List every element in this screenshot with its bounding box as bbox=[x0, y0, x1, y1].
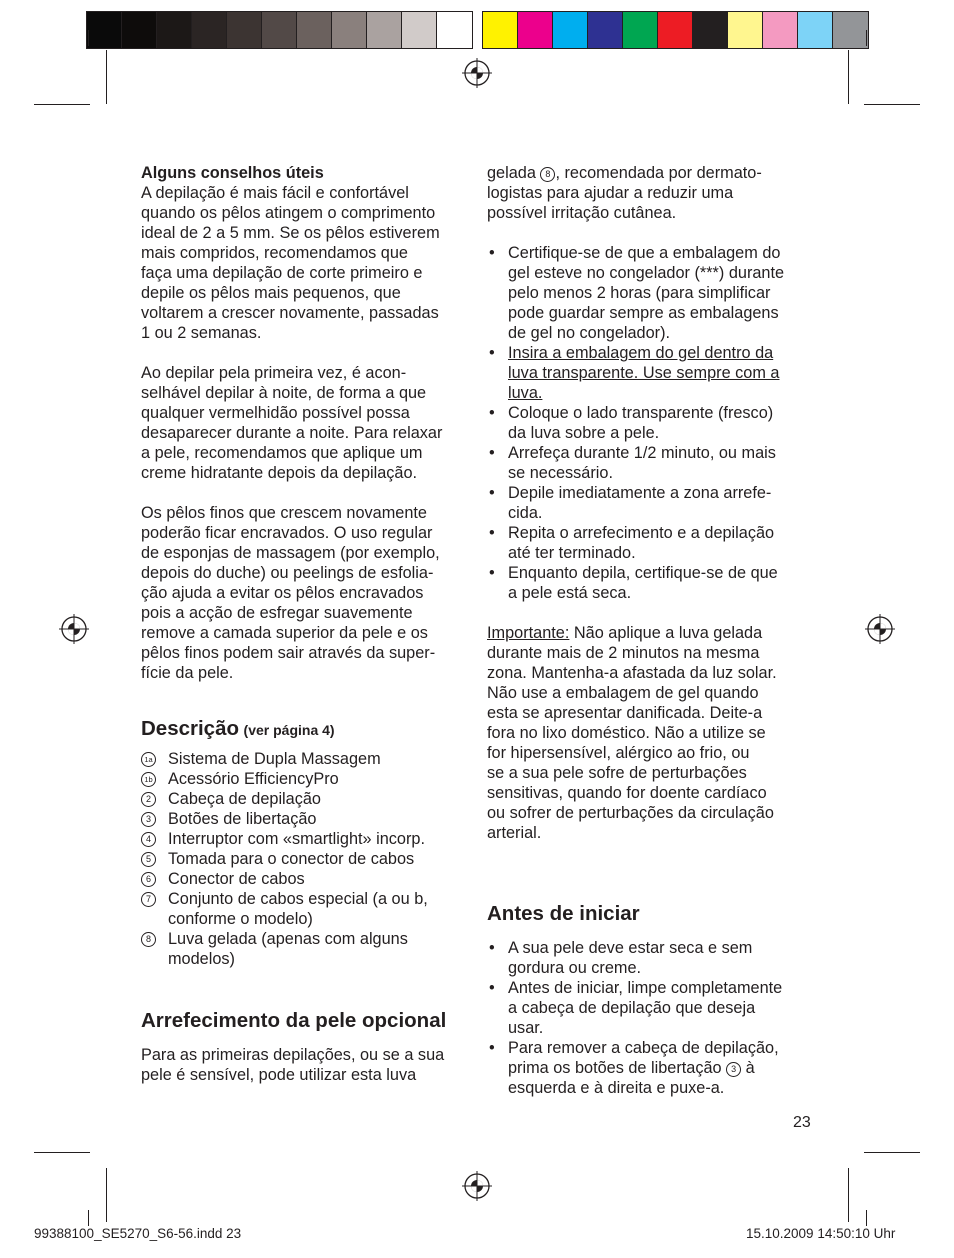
list-item: • Arrefeça durante 1/2 minuto, ou mais se necessário. bbox=[487, 443, 817, 483]
footer-file-info: 99388100_SE5270_S6-56.indd 23 bbox=[34, 1226, 242, 1241]
crop-mark bbox=[866, 30, 867, 46]
color-swatch bbox=[122, 12, 157, 48]
important-label: Importante: bbox=[487, 624, 570, 642]
crop-mark bbox=[34, 1152, 90, 1153]
color-swatch bbox=[693, 12, 728, 48]
list-item: 7 Conjunto de cabos especial (a ou b, conforme o modelo) bbox=[141, 889, 471, 929]
color-swatch bbox=[588, 12, 623, 48]
list-item: • Coloque o lado transparente (fresco) da luva sobre a pele. bbox=[487, 403, 817, 443]
list-item: • Certifique-se de que a embalagem do gel esteve no congelador (***) durante pelo menos 2 horas (para simplificar pode guardar sempre as embalagens de gel no congelador). bbox=[487, 243, 817, 343]
list-item: • Depile imediatamente a zona arrefe- cida. bbox=[487, 483, 817, 523]
crop-mark bbox=[34, 104, 90, 105]
crop-mark bbox=[848, 1168, 849, 1222]
crop-mark bbox=[106, 1168, 107, 1222]
list-item: 8 Luva gelada (apenas com alguns modelos) bbox=[141, 929, 471, 969]
list-item: 5 Tomada para o conector de cabos bbox=[141, 849, 471, 869]
color-swatch bbox=[518, 12, 553, 48]
color-swatch bbox=[763, 12, 798, 48]
color-swatch bbox=[297, 12, 332, 48]
color-swatch bbox=[262, 12, 297, 48]
color-swatch bbox=[332, 12, 367, 48]
color-swatch bbox=[728, 12, 763, 48]
list-item: • Para remover a cabeça de depilação, prima os botões de libertação 3 à esquerda e à direita e puxe-a. bbox=[487, 1038, 817, 1098]
crop-mark bbox=[848, 50, 849, 104]
footer-timestamp: 15.10.2009 14:50:10 Uhr bbox=[746, 1226, 896, 1241]
color-swatch bbox=[833, 12, 868, 48]
process-color-bar bbox=[482, 11, 869, 49]
cooling-steps-list bbox=[487, 243, 817, 603]
crop-mark bbox=[864, 104, 920, 105]
list-item: 1a Sistema de Dupla Massagem bbox=[141, 749, 471, 769]
grayscale-color-bar bbox=[86, 11, 473, 49]
list-item: • Repita o arrefecimento e a depilação até ter terminado. bbox=[487, 523, 817, 563]
ingrown-hair-paragraph: Os pêlos finos que crescem novamente poderão ficar encravados. O uso regular de esponjas de massagem (por exemplo, depois do duche) ou peelings de esfolia- ção ajuda a evitar os pêlos encravados pois a acção de esfregar suavemente remove a camada superior da pele e os pêlos finos podem sair através da super- fície da pele. bbox=[141, 504, 440, 682]
color-swatch bbox=[402, 12, 437, 48]
tips-heading: Alguns conselhos úteis bbox=[141, 164, 324, 182]
left-column bbox=[141, 163, 471, 1085]
color-swatch bbox=[798, 12, 833, 48]
color-swatch bbox=[658, 12, 693, 48]
color-swatch bbox=[192, 12, 227, 48]
color-swatch bbox=[227, 12, 262, 48]
tips-paragraph: A depilação é mais fácil e confortável quando os pêlos atingem o comprimento ideal de 2 a 5 mm. Se os pêlos estiverem mais compridos, recomendamos que faça uma depilação de corte primeiro e depile os pêlos mais pequenos, que voltarem a crescer novamente, passadas 1 ou 2 semanas. bbox=[141, 184, 440, 342]
list-item: 6 Conector de cabos bbox=[141, 869, 471, 889]
list-item: • Enquanto depila, certifique-se de que a pele está seca. bbox=[487, 563, 817, 603]
color-swatch bbox=[87, 12, 122, 48]
before-start-heading: Antes de iniciar bbox=[487, 902, 640, 925]
list-item: • A sua pele deve estar seca e sem gordura ou creme. bbox=[487, 938, 817, 978]
part-number-badge: 3 bbox=[726, 1062, 741, 1077]
color-swatch bbox=[437, 12, 472, 48]
description-heading: Descrição (ver página 4) bbox=[141, 717, 335, 740]
crop-mark bbox=[88, 1210, 89, 1226]
list-item: 1b Acessório EfficiencyPro bbox=[141, 769, 471, 789]
list-item: • Insira a embalagem do gel dentro da luva transparente. Use sempre com a luva. bbox=[487, 343, 817, 403]
registration-mark-icon bbox=[462, 58, 492, 88]
list-item: • Antes de iniciar, limpe completamente a cabeça de depilação que deseja usar. bbox=[487, 978, 817, 1038]
cooling-paragraph: Para as primeiras depilações, ou se a sua pele é sensível, pode utilizar esta luva bbox=[141, 1046, 445, 1084]
parts-list bbox=[141, 749, 471, 969]
color-swatch bbox=[157, 12, 192, 48]
important-paragraph: Importante: Não aplique a luva gelada durante mais de 2 minutos na mesma zona. Mantenha-a afastada da luz solar. Não use a embalagem de gel quando esta se apresentar danificada. Deite-a fora no lixo doméstico. Não a utilize se for hipersensível, alérgico ao frio, ou se a sua pele sofre de perturbações sensitivas, quando for doente cardíaco ou sofrer de perturbações da circulação arterial. bbox=[487, 624, 777, 842]
crop-mark bbox=[106, 50, 107, 104]
crop-mark bbox=[864, 1152, 920, 1153]
list-item: 3 Botões de libertação bbox=[141, 809, 471, 829]
part-number-badge: 8 bbox=[540, 167, 555, 182]
right-column bbox=[487, 163, 817, 1098]
cooling-heading: Arrefecimento da pele opcional bbox=[141, 1009, 447, 1032]
list-item: 2 Cabeça de depilação bbox=[141, 789, 471, 809]
color-swatch bbox=[483, 12, 518, 48]
glove-paragraph: gelada 8 , recomendada por dermato- logistas para ajudar a reduzir uma possível irritação cutânea. bbox=[487, 164, 762, 222]
before-start-list bbox=[487, 938, 817, 1098]
crop-mark bbox=[866, 1210, 867, 1226]
registration-mark-icon bbox=[462, 1171, 492, 1201]
color-swatch bbox=[623, 12, 658, 48]
first-time-paragraph: Ao depilar pela primeira vez, é acon- selhável depilar à noite, de forma a que qualquer vermelhidão possível possa desaparecer durante a noite. Para relaxar a pele, recomendamos que aplique um creme hidratante depois da depilação. bbox=[141, 364, 443, 482]
page-number: 23 bbox=[793, 1114, 811, 1131]
registration-mark-icon bbox=[865, 614, 895, 644]
registration-mark-icon bbox=[59, 614, 89, 644]
color-swatch bbox=[367, 12, 402, 48]
crop-mark bbox=[88, 30, 89, 46]
color-swatch bbox=[553, 12, 588, 48]
list-item: 4 Interruptor com «smartlight» incorp. bbox=[141, 829, 471, 849]
